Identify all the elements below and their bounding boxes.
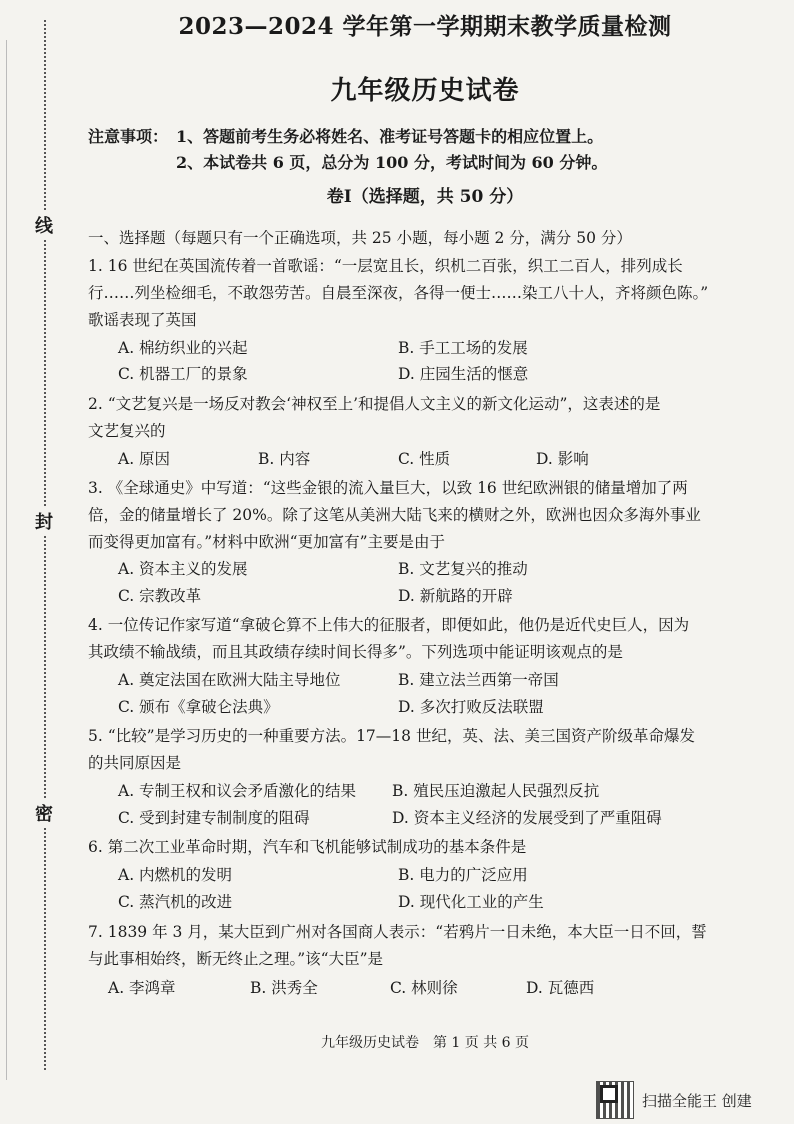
- section-instruction: 一、选择题（每题只有一个正确选项，共 25 小题，每小题 2 分，满分 50 分）: [88, 229, 632, 247]
- q3-line-2: 倍，金的储量增长了 20%。除了这笔从美洲大陆飞来的横财之外，欧洲也因众多海外事业: [88, 506, 701, 524]
- q4-option-a: A. 奠定法国在欧洲大陆主导地位: [118, 671, 341, 689]
- q7-option-b: B. 洪秀全: [250, 979, 318, 997]
- q6-option-b: B. 电力的广泛应用: [398, 866, 528, 884]
- notes-item-2: 2、本试卷共 6 页，总分为 100 分，考试时间为 60 分钟。: [176, 153, 608, 172]
- q6-line-1: 6. 第二次工业革命时期，汽车和飞机能够试制成功的基本条件是: [88, 838, 527, 856]
- q3-option-a: A. 资本主义的发展: [118, 560, 248, 578]
- notes-label: 注意事项：: [88, 127, 169, 146]
- q2-option-d: D. 影响: [536, 450, 589, 468]
- q4-line-1: 4. 一位传记作家写道“拿破仑算不上伟大的征服者，即便如此，他仍是近代史巨人，因为: [88, 616, 690, 634]
- q4-option-b: B. 建立法兰西第一帝国: [398, 671, 559, 689]
- q1-option-b: B. 手工工场的发展: [398, 339, 528, 357]
- exam-title: 2023—2024 学年第一学期期末教学质量检测: [178, 13, 672, 40]
- q5-option-a: A. 专制王权和议会矛盾激化的结果: [118, 782, 357, 800]
- q2-option-a: A. 原因: [118, 450, 171, 468]
- binding-char-line: 线: [34, 212, 54, 238]
- watermark-text: 扫描全能王 创建: [642, 1091, 752, 1110]
- notes-item-1: 1、答题前考生务必将姓名、准考证号答题卡的相应位置上。: [176, 127, 604, 146]
- q2-option-c: C. 性质: [398, 450, 451, 468]
- binding-char-seal: 封: [34, 508, 54, 534]
- q5-line-2: 的共同原因是: [88, 754, 182, 772]
- exam-subtitle: 九年级历史试卷: [330, 76, 520, 106]
- q7-line-1: 7. 1839 年 3 月，某大臣到广州对各国商人表示：“若鸦片一日未绝，本大臣一日不回，誓: [88, 923, 707, 941]
- page-edge-line: [6, 40, 7, 1080]
- q3-line-1: 3. 《全球通史》中写道：“这些金银的流入量巨大，以致 16 世纪欧洲银的储量增加了两: [88, 479, 688, 497]
- q7-option-c: C. 林则徐: [390, 979, 458, 997]
- q6-option-d: D. 现代化工业的产生: [398, 893, 544, 911]
- scanner-watermark: [596, 1080, 752, 1120]
- q5-option-b: B. 殖民压迫激起人民强烈反抗: [392, 782, 600, 800]
- q5-line-1: 5. “比较”是学习历史的一种重要方法。17—18 世纪，英、法、美三国资产阶级革命爆发: [88, 727, 695, 745]
- q2-line-2: 文艺复兴的: [88, 422, 166, 440]
- q3-option-c: C. 宗教改革: [118, 587, 202, 605]
- q4-option-d: D. 多次打败反法联盟: [398, 698, 544, 716]
- q5-option-c: C. 受到封建专制制度的阻碍: [118, 809, 310, 827]
- q3-option-d: D. 新航路的开辟: [398, 587, 513, 605]
- q3-line-3: 而变得更加富有。”材料中欧洲“更加富有”主要是由于: [88, 533, 446, 551]
- q4-option-c: C. 颁布《拿破仑法典》: [118, 698, 279, 716]
- q7-option-a: A. 李鸿章: [108, 979, 176, 997]
- q2-line-1: 2. “文艺复兴是一场反对教会‘神权至上’和提倡人文主义的新文化运动”，这表述的是: [88, 395, 661, 413]
- q3-option-b: B. 文艺复兴的推动: [398, 560, 528, 578]
- q6-option-a: A. 内燃机的发明: [118, 866, 233, 884]
- q1-line-2: 行……列坐检细毛，不敢怨劳苦。自晨至深夜，各得一便士……染工八十人，齐将颜色陈。”: [88, 284, 709, 302]
- q4-line-2: 其政绩不输战绩，而且其政绩存续时间长得多”。下列选项中能证明该观点的是: [88, 643, 623, 661]
- q6-option-c: C. 蒸汽机的改进: [118, 893, 233, 911]
- q2-option-b: B. 内容: [258, 450, 311, 468]
- q1-option-d: D. 庄园生活的惬意: [398, 365, 529, 383]
- q1-option-a: A. 棉纺织业的兴起: [118, 339, 248, 357]
- q7-line-2: 与此事相始终，断无终止之理。”该“大臣”是: [88, 950, 384, 968]
- binding-margin: [0, 0, 58, 1124]
- q1-option-c: C. 机器工厂的景象: [118, 365, 248, 383]
- binding-dotted-line: [44, 20, 46, 1070]
- page-footer: 九年级历史试卷 第 1 页 共 6 页: [320, 1035, 530, 1051]
- binding-char-secret: 密: [34, 800, 54, 826]
- section-title: 卷Ⅰ（选择题，共 50 分）: [326, 187, 524, 207]
- q5-option-d: D. 资本主义经济的发展受到了严重阻碍: [392, 809, 662, 827]
- q1-line-1: 1. 16 世纪在英国流传着一首歌谣：“一层宽且长，织机二百张，织工二百人，排列成长: [88, 257, 683, 275]
- q1-line-3: 歌谣表现了英国: [88, 311, 197, 329]
- q7-option-d: D. 瓦德西: [526, 979, 595, 997]
- qr-code-icon: [596, 1081, 634, 1119]
